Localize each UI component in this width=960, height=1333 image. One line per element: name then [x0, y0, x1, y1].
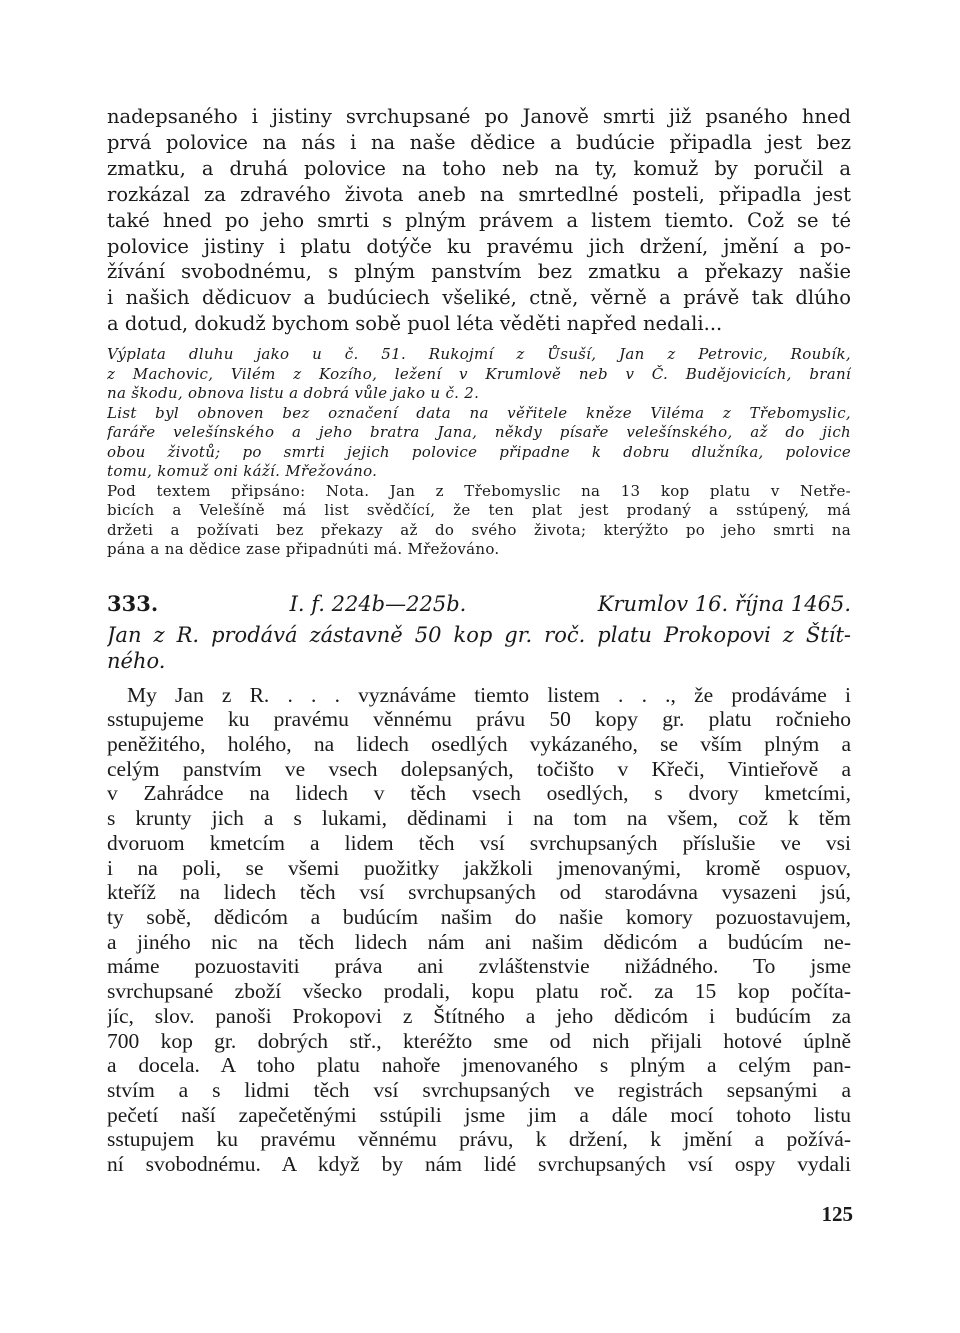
text-line: ty sobě, dědicóm a budúcím našim do našie komory pozuostavujem,: [107, 904, 851, 929]
subject-line: ného.: [107, 648, 166, 673]
text-line: s krunty jich a s lukami, dědinami i na tom na všem, což k těm: [107, 806, 851, 831]
folio-reference: I. f. 224b—225b.: [289, 591, 467, 616]
place-date: Krumlov 16. října 1465.: [597, 591, 851, 616]
entry-heading: [107, 591, 851, 617]
text-line: kteříž na lidech těch vsí svrchupsaných od starodávna vysazeni jsú,: [107, 880, 851, 905]
page-number: 125: [821, 1202, 853, 1226]
note-line: List byl obnoven bez označení data na věřitele kněze Viléma z Třebomyslic,: [107, 403, 851, 422]
note-line: na škodu, obnova listu a dobrá vůle jako u č. 2.: [107, 384, 480, 403]
text-line: peněžitého, holého, na lidech osedlých vykázaného, se vším plným a: [107, 732, 851, 757]
text-line: svrchupsané zboží všecko prodali, kopu platu roč. za 15 kop počíta-: [107, 979, 851, 1004]
entry-number: 333.: [107, 590, 159, 616]
note-line: tomu, komuž oni káží. Mřežováno.: [107, 462, 378, 481]
text-line: 700 kop gr. dobrých stř., kteréžto sme od nich přijali hotové úplně: [107, 1028, 851, 1053]
text-line: i na poli, se všemi puožitky jakžkoli jmenovanými, kromě ospuov,: [107, 855, 851, 880]
text-line: sstupujeme ku pravému věnnému právu 50 kopy gr. platu ročnieho: [107, 707, 851, 732]
note-line: bicích a Velešíně má list svědčící, že ten plat jest prodaný a sstúpený, má: [107, 501, 851, 520]
subject-line: Jan z R. prodává zástavně 50 kop gr. roč. platu Prokopovi z Štít-: [107, 622, 851, 647]
entry-subject: [107, 622, 851, 674]
text-line: prvá polovice na nás i na naše dědice a budúcie připadla jest bez: [107, 130, 851, 154]
text-line: i našich dědicuov a budúciech všeliké, ctně, věrně a právě tak dlúho: [107, 286, 851, 310]
text-line: máme pozuostaviti práva ani zvláštenstvie nižádného. To jsme: [107, 954, 851, 979]
text-line: a dotud, dokudž bychom sobě puol léta věděti napřed nedali...: [107, 312, 723, 336]
text-line: a jiného nic na těch lidech nám ani našim dědicóm a budúcím ne-: [107, 929, 851, 954]
text-line: nadepsaného i jistiny svrchupsané po Janově smrti již psaného hned: [107, 105, 851, 128]
note-line: pána a na dědice zase připadnúti má. Mřežováno.: [107, 540, 500, 559]
note-line: Výplata dluhu jako u č. 51. Rukojmí z Ůsuší, Jan z Petrovic, Roubík,: [107, 345, 851, 364]
editorial-notes: [107, 345, 851, 560]
charter-text: [107, 683, 851, 1177]
note-line: držeti a požívati bez překazy až do svého života; kterýžto po jeho smrti na: [107, 520, 851, 539]
text-line: také hned po jeho smrti s plným právem a listem tiemto. Což se té: [107, 208, 851, 232]
text-line: My Jan z R. . . . vyznáváme tiemto listem . . ., že prodáváme i: [127, 682, 851, 707]
page-body: [107, 104, 851, 1177]
note-line: z Machovic, Vilém z Kozího, ležení v Krumlově neb v Č. Budějovicích, braní: [107, 364, 851, 383]
text-line: zmatku, a druhá polovice na toho neb na ty, komuž by poručil a: [107, 156, 851, 180]
text-line: a docela. A toho platu nahoře jmenovaného s plným a celým pan-: [107, 1053, 851, 1078]
note-line: Pod textem připsáno: Nota. Jan z Třebomyslic na 13 kop platu v Netře-: [107, 481, 851, 500]
text-line: dvoruom kmetcím a lidem těch vsí svrchupsaných příslušie ve vsi: [107, 830, 851, 855]
text-line: stvím a s lidmi těch vsí svrchupsaných ve registrách sepsanými a: [107, 1077, 851, 1102]
text-line: jíc, slov. panoši Prokopovi z Štítného a jeho dědicóm i budúcím za: [107, 1003, 851, 1028]
text-line: rozkázal za zdravého života aneb na smrtedlné posteli, připadla jest: [107, 182, 851, 206]
text-line: celým panstvím ve vsech dolepsaných, točišto v Křeči, Vintieřově a: [107, 756, 851, 781]
paragraph-continued: [107, 104, 851, 337]
text-line: žívání svobodnému, s plným panstvím bez zmatku a překazy našie: [107, 260, 851, 284]
note-line: faráře velešínského a jeho bratra Jana, někdy písaře velešínského, až do jich: [107, 423, 851, 442]
text-line: v Zahrádce na lidech v těch vsech osedlých, s dvory kmetcími,: [107, 781, 851, 806]
text-line: ní svobodnému. A když by nám lidé svrchupsaných vsí ospy vydali: [107, 1152, 851, 1177]
text-line: polovice jistiny i platu dotýče ku pravému jich držení, jmění a po-: [107, 234, 851, 258]
text-line: sstupujem ku pravému věnnému právu, k držení, k jmění a požívá-: [107, 1127, 851, 1152]
text-line: pečetí naší zapečetěnými sstúpili jsme jim a dále mocí tohoto listu: [107, 1102, 851, 1127]
note-line: obou životů; po smrti jejich polovice připadne k dobru dlužníka, polovice: [107, 442, 851, 461]
